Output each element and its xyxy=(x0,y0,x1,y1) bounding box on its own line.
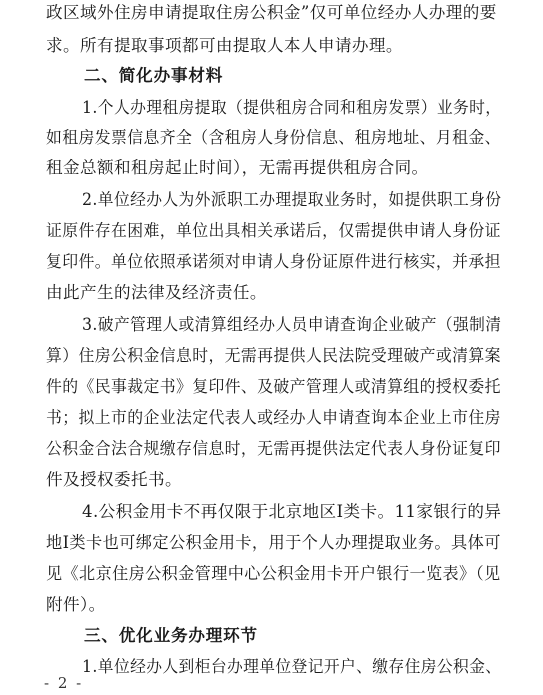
paragraph-line: 地Ⅰ类卡也可绑定公积金用卡，用于个人办理提取业务。具体可 xyxy=(46,533,501,552)
section-heading-simplify-materials: 二、简化办事材料 xyxy=(84,66,224,85)
section-heading-optimize-process: 三、优化业务办理环节 xyxy=(84,626,258,645)
paragraph-line: 附件）。 xyxy=(46,595,106,614)
paragraph-line: 证原件存在困难，单位出具相关承诺后，仅需提供申请人身份证 xyxy=(46,221,501,240)
paragraph-line: 由此产生的法律及经济责任。 xyxy=(46,283,267,302)
paragraph-line: 公积金合法合规缴存信息时，无需再提供法定代表人身份证复印 xyxy=(46,439,501,458)
paragraph-line: 1.个人办理租房提取（提供租房合同和租房发票）业务时， xyxy=(82,98,502,117)
paragraph-line: 1.单位经办人到柜台办理单位登记开户、缴存住房公积金、 xyxy=(82,657,502,676)
paragraph-line: 3.破产管理人或清算组经办人员申请查询企业破产（强制清 xyxy=(82,315,502,334)
paragraph-line: 件及授权委托书。 xyxy=(46,470,182,489)
paragraph-line: 求。所有提取事项都可由提取人本人申请办理。 xyxy=(46,36,403,55)
paragraph-line: 复印件。单位依照承诺须对申请人身份证原件进行核实，并承担 xyxy=(46,252,501,271)
paragraph-line: 政区域外住房申请提取住房公积金”仅可单位经办人办理的要 xyxy=(46,3,497,22)
paragraph-line: 书；拟上市的企业法定代表人或经办人申请查询本企业上市住房 xyxy=(46,408,501,427)
paragraph-line: 如租房发票信息齐全（含租房人身份信息、租房地址、月租金、 xyxy=(46,128,501,147)
paragraph-line: 算）住房公积金信息时，无需再提供人民法院受理破产或清算案 xyxy=(46,346,501,365)
paragraph-line: 2.单位经办人为外派职工办理提取业务时，如提供职工身份 xyxy=(82,190,502,209)
page-number: - 2 - xyxy=(44,674,84,692)
paragraph-line: 件的《民事裁定书》复印件、及破产管理人或清算组的授权委托 xyxy=(46,377,501,396)
paragraph-line: 4.公积金用卡不再仅限于北京地区Ⅰ类卡。11家银行的异 xyxy=(82,502,502,521)
paragraph-line: 租金总额和租房起止时间），无需再提供租房合同。 xyxy=(46,158,429,177)
paragraph-line: 见《北京住房公积金管理中心公积金用卡开户银行一览表》（见 xyxy=(46,564,501,583)
